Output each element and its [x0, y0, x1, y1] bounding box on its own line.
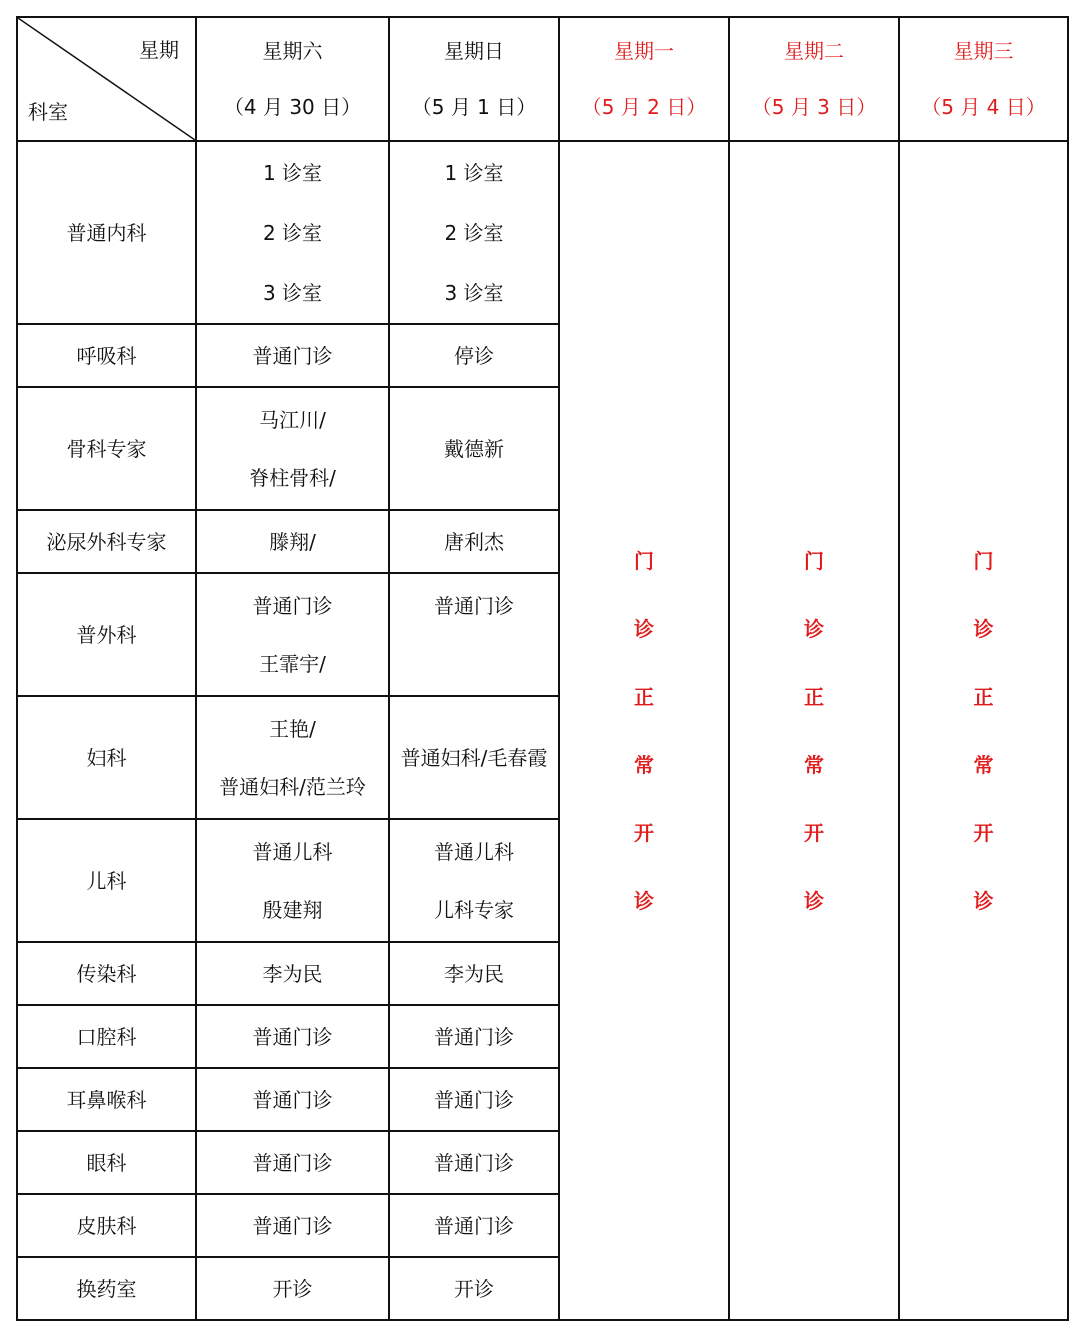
vertical-char: 常 [634, 752, 654, 777]
cell-line: 脊柱骨科/ [249, 465, 336, 490]
day-name: 星期六 [262, 39, 323, 63]
day-header-wednesday [899, 17, 1068, 141]
vertical-char: 诊 [634, 616, 654, 641]
saturday-cell: 滕翔/ [196, 510, 389, 573]
dept-cell: 耳鼻喉科 [17, 1068, 196, 1131]
day-date: （4 月 30 日） [223, 95, 362, 119]
sunday-cell: 普通妇科/毛春霞 [389, 696, 559, 819]
vertical-char: 门 [804, 548, 824, 573]
day-date: （5 月 1 日） [411, 95, 537, 119]
saturday-cell: 普通门诊 [196, 1005, 389, 1068]
monday-normal-open [559, 141, 729, 1320]
day-date: （5 月 4 日） [921, 95, 1046, 119]
vertical-char: 诊 [973, 616, 994, 641]
saturday-cell: 开诊 [196, 1257, 389, 1320]
day-name: 星期日 [444, 39, 504, 63]
sunday-cell: 停诊 [389, 324, 559, 387]
day-date: （5 月 2 日） [581, 95, 707, 119]
sunday-cell: 普通门诊 [389, 1194, 559, 1257]
sunday-cell: 戴德新 [389, 387, 559, 510]
cell-line: 殷建翔 [262, 897, 323, 922]
day-date: （5 月 3 日） [751, 95, 877, 119]
sunday-cell: 普通门诊 [389, 1005, 559, 1068]
corner-cell [17, 17, 196, 141]
day-header-saturday [196, 17, 389, 141]
vertical-char: 常 [973, 752, 994, 777]
cell-line: 普通门诊 [252, 593, 333, 618]
vertical-char: 诊 [804, 616, 824, 641]
cell-line: 儿科专家 [434, 897, 514, 922]
dept-cell: 皮肤科 [17, 1194, 196, 1257]
sunday-cell [389, 141, 559, 324]
cell-line: 王霏宇/ [259, 651, 326, 676]
day-header-tuesday [729, 17, 899, 141]
day-name: 星期一 [614, 39, 674, 63]
vertical-char: 诊 [634, 888, 654, 913]
saturday-cell: 普通门诊 [196, 324, 389, 387]
vertical-char: 开 [634, 820, 654, 845]
sunday-cell: 普通门诊 [389, 1068, 559, 1131]
header-row [17, 17, 1068, 141]
vertical-char: 正 [634, 684, 654, 709]
sunday-cell [389, 819, 559, 942]
cell-line: 3 诊室 [444, 280, 504, 305]
dept-cell: 呼吸科 [17, 324, 196, 387]
dept-cell: 骨科专家 [17, 387, 196, 510]
cell-line: 普通儿科 [434, 839, 514, 864]
day-header-sunday [389, 17, 559, 141]
vertical-char: 开 [973, 820, 994, 845]
sunday-cell: 普通门诊 [389, 573, 559, 696]
day-name: 星期二 [784, 39, 844, 63]
wednesday-normal-open [899, 141, 1068, 1320]
dept-cell: 普外科 [17, 573, 196, 696]
dept-cell: 眼科 [17, 1131, 196, 1194]
dept-cell: 泌尿外科专家 [17, 510, 196, 573]
vertical-char: 常 [804, 752, 824, 777]
cell-line: 1 诊室 [262, 160, 323, 185]
saturday-cell [196, 573, 389, 696]
saturday-cell [196, 696, 389, 819]
saturday-cell [196, 819, 389, 942]
saturday-cell [196, 387, 389, 510]
vertical-char: 正 [804, 684, 824, 709]
cell-line: 1 诊室 [444, 160, 504, 185]
cell-line: 马江川/ [259, 407, 326, 432]
saturday-cell: 普通门诊 [196, 1068, 389, 1131]
saturday-cell: 普通门诊 [196, 1194, 389, 1257]
cell-line: 3 诊室 [262, 280, 323, 305]
dept-cell: 口腔科 [17, 1005, 196, 1068]
vertical-char: 开 [804, 820, 824, 845]
sunday-cell: 普通门诊 [389, 1131, 559, 1194]
day-name: 星期三 [953, 39, 1014, 63]
vertical-char: 诊 [973, 888, 994, 913]
dept-cell: 儿科 [17, 819, 196, 942]
dept-cell: 妇科 [17, 696, 196, 819]
vertical-char: 门 [634, 548, 654, 573]
cell-line: 2 诊室 [444, 220, 504, 245]
corner-label-weekday: 星期 [139, 38, 179, 62]
day-header-monday [559, 17, 729, 141]
cell-line: 王艳/ [269, 716, 316, 741]
corner-label-department: 科室 [28, 100, 68, 124]
sunday-cell: 开诊 [389, 1257, 559, 1320]
saturday-cell [196, 141, 389, 324]
cell-line: 2 诊室 [262, 220, 323, 245]
dept-cell: 普通内科 [17, 141, 196, 324]
dept-cell: 传染科 [17, 942, 196, 1005]
vertical-char: 正 [973, 684, 994, 709]
vertical-char: 门 [973, 548, 994, 573]
cell-line: 普通儿科 [252, 839, 333, 864]
dept-cell: 换药室 [17, 1257, 196, 1320]
tuesday-normal-open [729, 141, 899, 1320]
cell-line: 普通妇科/范兰玲 [219, 774, 366, 799]
vertical-char: 诊 [804, 888, 824, 913]
sunday-cell: 唐利杰 [389, 510, 559, 573]
holiday-schedule-table [16, 16, 1069, 1321]
saturday-cell: 李为民 [196, 942, 389, 1005]
table-row [17, 141, 1068, 324]
saturday-cell: 普通门诊 [196, 1131, 389, 1194]
sunday-cell: 李为民 [389, 942, 559, 1005]
